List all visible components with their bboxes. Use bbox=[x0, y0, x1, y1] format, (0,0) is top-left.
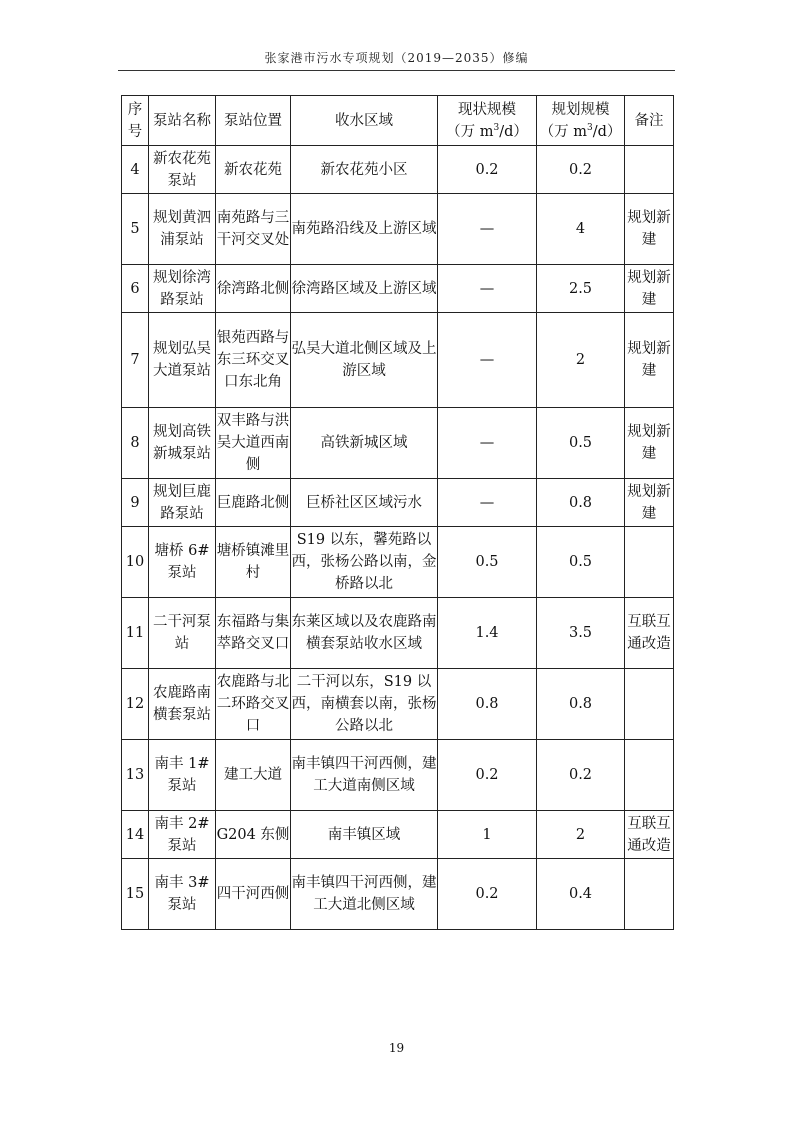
station-location: 塘桥镇滩里村 bbox=[216, 527, 291, 598]
service-area: 南丰镇四干河西侧，建工大道北侧区域 bbox=[291, 859, 438, 930]
header-rule bbox=[118, 70, 675, 71]
table-row bbox=[122, 479, 674, 527]
station-name: 规划巨鹿路泵站 bbox=[149, 479, 216, 527]
planned-capacity: 2.5 bbox=[537, 265, 625, 313]
col-header-service-area: 收水区域 bbox=[291, 96, 438, 146]
service-area: 新农花苑小区 bbox=[291, 146, 438, 194]
current-capacity: 1 bbox=[438, 811, 537, 859]
pump-station-table bbox=[121, 95, 674, 930]
note bbox=[625, 740, 674, 811]
station-name: 二干河泵站 bbox=[149, 598, 216, 669]
service-area: 南丰镇区域 bbox=[291, 811, 438, 859]
note: 规划新建 bbox=[625, 265, 674, 313]
page-number: 19 bbox=[388, 1041, 405, 1055]
station-name: 新农花苑泵站 bbox=[149, 146, 216, 194]
current-capacity: — bbox=[438, 408, 537, 479]
note: 规划新建 bbox=[625, 408, 674, 479]
row-number: 6 bbox=[122, 265, 149, 313]
note bbox=[625, 669, 674, 740]
station-name: 南丰 2#泵站 bbox=[149, 811, 216, 859]
planned-capacity: 0.8 bbox=[537, 479, 625, 527]
planned-capacity: 0.5 bbox=[537, 408, 625, 479]
station-name: 农鹿路南横套泵站 bbox=[149, 669, 216, 740]
planned-capacity: 0.8 bbox=[537, 669, 625, 740]
current-capacity: 0.2 bbox=[438, 146, 537, 194]
row-number: 13 bbox=[122, 740, 149, 811]
service-area: 南丰镇四干河西侧，建工大道南侧区域 bbox=[291, 740, 438, 811]
station-location: 银苑西路与东三环交叉口东北角 bbox=[216, 313, 291, 408]
table-row bbox=[122, 265, 674, 313]
planned-capacity: 4 bbox=[537, 194, 625, 265]
current-capacity: — bbox=[438, 194, 537, 265]
note: 规划新建 bbox=[625, 194, 674, 265]
planned-capacity: 2 bbox=[537, 811, 625, 859]
table-row bbox=[122, 669, 674, 740]
planned-capacity: 0.4 bbox=[537, 859, 625, 930]
station-name: 规划高铁新城泵站 bbox=[149, 408, 216, 479]
planned-capacity: 3.5 bbox=[537, 598, 625, 669]
service-area: 徐湾路区域及上游区域 bbox=[291, 265, 438, 313]
table-row bbox=[122, 146, 674, 194]
current-capacity: — bbox=[438, 313, 537, 408]
station-name: 南丰 3#泵站 bbox=[149, 859, 216, 930]
current-capacity: 0.2 bbox=[438, 740, 537, 811]
col-header-location: 泵站位置 bbox=[216, 96, 291, 146]
col-header-number: 序号 bbox=[122, 96, 149, 146]
row-number: 12 bbox=[122, 669, 149, 740]
row-number: 10 bbox=[122, 527, 149, 598]
table-row bbox=[122, 313, 674, 408]
row-number: 14 bbox=[122, 811, 149, 859]
station-location: 东福路与集萃路交叉口 bbox=[216, 598, 291, 669]
current-capacity: — bbox=[438, 265, 537, 313]
station-location: 新农花苑 bbox=[216, 146, 291, 194]
running-header: 张家港市污水专项规划（2019—2035）修编 bbox=[264, 51, 529, 65]
current-capacity: 0.2 bbox=[438, 859, 537, 930]
planned-capacity: 0.2 bbox=[537, 146, 625, 194]
station-location: 巨鹿路北侧 bbox=[216, 479, 291, 527]
service-area: 弘吴大道北侧区域及上游区域 bbox=[291, 313, 438, 408]
table-row bbox=[122, 740, 674, 811]
col-header-planned-capacity bbox=[537, 96, 625, 146]
station-location: 农鹿路与北二环路交叉口 bbox=[216, 669, 291, 740]
note bbox=[625, 146, 674, 194]
note: 互联互通改造 bbox=[625, 811, 674, 859]
station-name: 塘桥 6#泵站 bbox=[149, 527, 216, 598]
col-header-station-name: 泵站名称 bbox=[149, 96, 216, 146]
note bbox=[625, 527, 674, 598]
service-area: 高铁新城区域 bbox=[291, 408, 438, 479]
station-location: 徐湾路北侧 bbox=[216, 265, 291, 313]
station-location: 建工大道 bbox=[216, 740, 291, 811]
row-number: 5 bbox=[122, 194, 149, 265]
current-capacity: 1.4 bbox=[438, 598, 537, 669]
note: 互联互通改造 bbox=[625, 598, 674, 669]
table-row bbox=[122, 859, 674, 930]
planned-capacity: 0.2 bbox=[537, 740, 625, 811]
table-row bbox=[122, 811, 674, 859]
note: 规划新建 bbox=[625, 313, 674, 408]
station-name: 规划徐湾路泵站 bbox=[149, 265, 216, 313]
planned-capacity-unit: （万 $m^3/d$） bbox=[539, 122, 622, 140]
service-area: 巨桥社区区域污水 bbox=[291, 479, 438, 527]
row-number: 11 bbox=[122, 598, 149, 669]
table-row bbox=[122, 527, 674, 598]
service-area: 二干河以东，S19 以西，南横套以南，张杨公路以北 bbox=[291, 669, 438, 740]
service-area: 东莱区域以及农鹿路南横套泵站收水区域 bbox=[291, 598, 438, 669]
row-number: 8 bbox=[122, 408, 149, 479]
table-row bbox=[122, 598, 674, 669]
station-name: 规划弘吴大道泵站 bbox=[149, 313, 216, 408]
planned-capacity: 0.5 bbox=[537, 527, 625, 598]
service-area: 南苑路沿线及上游区域 bbox=[291, 194, 438, 265]
col-header-current-capacity bbox=[438, 96, 537, 146]
row-number: 15 bbox=[122, 859, 149, 930]
row-number: 9 bbox=[122, 479, 149, 527]
current-capacity: 0.5 bbox=[438, 527, 537, 598]
station-name: 南丰 1#泵站 bbox=[149, 740, 216, 811]
station-location: 双丰路与洪吴大道西南侧 bbox=[216, 408, 291, 479]
row-number: 7 bbox=[122, 313, 149, 408]
station-location: G204 东侧 bbox=[216, 811, 291, 859]
current-capacity-unit: （万 $m^3/d$） bbox=[446, 122, 528, 140]
table-row bbox=[122, 408, 674, 479]
current-capacity: 0.8 bbox=[438, 669, 537, 740]
row-number: 4 bbox=[122, 146, 149, 194]
table-row bbox=[122, 194, 674, 265]
note bbox=[625, 859, 674, 930]
service-area: S19 以东，馨苑路以西，张杨公路以南，金桥路以北 bbox=[291, 527, 438, 598]
planned-capacity: 2 bbox=[537, 313, 625, 408]
station-location: 南苑路与三干河交叉处 bbox=[216, 194, 291, 265]
station-name: 规划黄泗浦泵站 bbox=[149, 194, 216, 265]
current-capacity: — bbox=[438, 479, 537, 527]
note: 规划新建 bbox=[625, 479, 674, 527]
table-header-row bbox=[122, 96, 674, 146]
current-capacity-label: 现状规模 bbox=[458, 101, 516, 118]
planned-capacity-label: 规划规模 bbox=[551, 101, 610, 118]
col-header-note: 备注 bbox=[625, 96, 674, 146]
station-location: 四干河西侧 bbox=[216, 859, 291, 930]
